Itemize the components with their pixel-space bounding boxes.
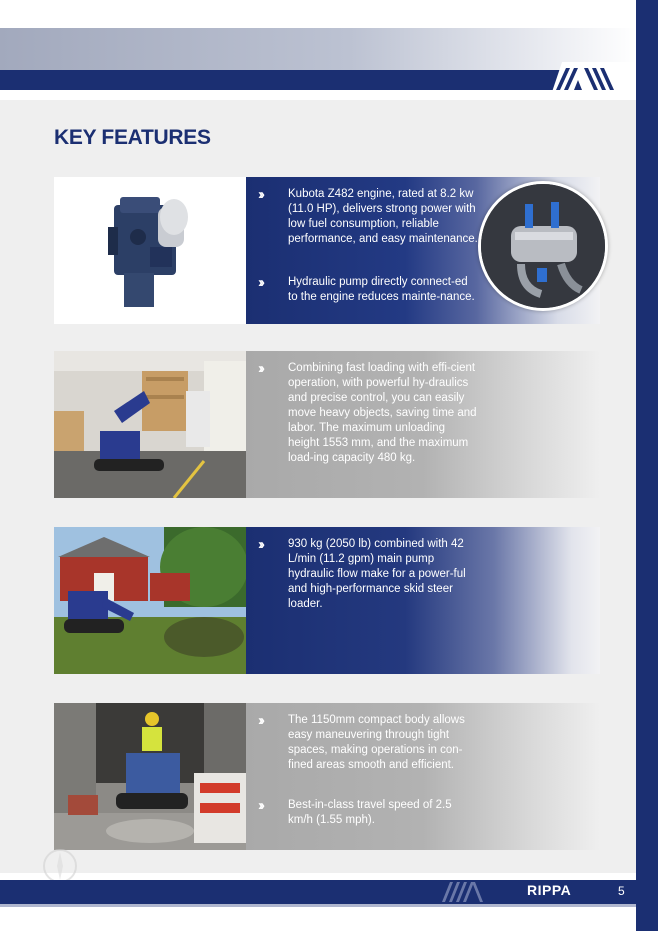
double-chevron-icon: ›› xyxy=(258,186,262,203)
hydraulic-flow-panel xyxy=(246,527,600,674)
feature-hydraulic-flow xyxy=(54,527,600,674)
feature-engine xyxy=(54,177,600,324)
loader-narrow-passage-photo xyxy=(54,703,246,850)
feature-loading xyxy=(54,351,600,498)
footer-line xyxy=(0,904,636,907)
compact-body-panel xyxy=(246,703,600,850)
double-chevron-icon: ›› xyxy=(258,360,262,377)
page-title: KEY FEATURES xyxy=(54,126,211,149)
loader-near-barn-photo xyxy=(54,527,246,674)
bullet-text: The 1150mm compact body allows easy maneuvering through tight spaces, making operations in con-fined areas smooth and efficient. xyxy=(288,714,465,771)
right-edge-bar xyxy=(636,0,658,931)
double-chevron-icon: ›› xyxy=(258,797,262,814)
bullet-text: Kubota Z482 engine, rated at 8.2 kw (11.0 HP), delivers strong power with low fuel consumption, reliable performance, and easy maintenance. xyxy=(288,188,478,245)
double-chevron-icon: ›› xyxy=(258,712,262,729)
bullet-text: 930 kg (2050 lb) combined with 42 L/min (11.2 gpm) main pump hydraulic flow make for a power-ful and high-performance skid steer loader. xyxy=(288,538,466,610)
hydraulic-pump-closeup xyxy=(478,181,608,311)
footer-stripes-icon xyxy=(442,882,494,902)
bullet-text: Best-in-class travel speed of 2.5 km/h (1.55 mph). xyxy=(288,799,452,826)
header-gray-band xyxy=(0,28,636,70)
double-chevron-icon: ›› xyxy=(258,274,262,291)
page-number: 5 xyxy=(618,884,625,898)
bullet-text: Hydraulic pump directly connect-ed to the engine reduces mainte-nance. xyxy=(288,276,475,303)
brand-stripes-icon xyxy=(556,68,614,90)
loader-carrying-boxes-photo xyxy=(54,351,246,498)
brand-name: RIPPA xyxy=(527,882,572,898)
header-navy-band xyxy=(0,70,636,90)
engine-photo xyxy=(54,177,246,324)
loading-panel xyxy=(246,351,600,498)
double-chevron-icon: ›› xyxy=(258,536,262,553)
feature-compact-body xyxy=(54,703,600,850)
bullet-text: Combining fast loading with effi-cient operation, with powerful hy-draulics and precise control, you can easily move heavy objects, saving time and labor. The maximum unloading height 1553 mm, and the maximum load-ing capacity 480 kg. xyxy=(288,362,477,464)
